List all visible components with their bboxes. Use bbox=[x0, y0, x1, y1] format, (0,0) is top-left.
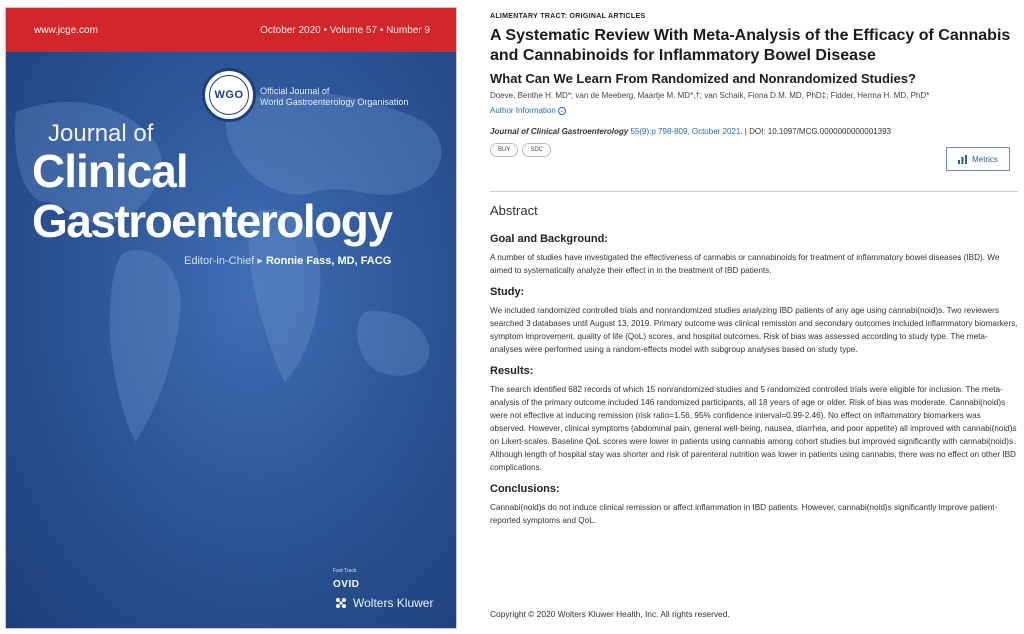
cover-issue-info: October 2020 • Volume 57 • Number 9 bbox=[260, 24, 430, 36]
publisher-name: Wolters Kluwer bbox=[353, 596, 434, 610]
access-pills bbox=[490, 143, 1018, 157]
wgo-seal-logo bbox=[202, 68, 256, 122]
cover-title-line-3: Gastroenterology bbox=[32, 195, 392, 247]
cover-title-line-1: Journal of bbox=[48, 120, 154, 147]
study-heading: Study: bbox=[490, 286, 525, 298]
author-info-label: Author Information bbox=[490, 106, 556, 115]
cover-title-line-2: Clinical bbox=[32, 145, 188, 197]
article-authors[interactable]: Doeve, Benthe H. MD*; van de Meeberg, Maartje M. MD*,†; van Schaik, Fiona D.M. MD, PhD‡; Fidder, Herma H. MD, PhD* bbox=[490, 91, 930, 100]
ovid-small-text: Fast Track bbox=[333, 568, 357, 574]
article-title: A Systematic Review With Meta-Analysis of the Efficacy of Cannabis and Cannabinoids for Inflammatory Bowel Disease bbox=[490, 27, 1011, 64]
ovid-logo bbox=[333, 568, 359, 592]
metrics-button[interactable] bbox=[946, 147, 1010, 171]
journal-name: Journal of Clinical Gastroenterology bbox=[490, 127, 629, 136]
abstract-body bbox=[490, 233, 1018, 527]
goal-heading: Goal and Background: bbox=[490, 233, 608, 245]
article-subtitle: What Can We Learn From Randomized and Nonrandomized Studies? bbox=[490, 71, 916, 86]
bar-chart-icon bbox=[958, 155, 967, 164]
citation-line bbox=[490, 127, 1018, 136]
goal-paragraph: A number of studies have investigated the effectiveness of cannabis or cannabinoids for treatment of inflammatory bowel diseases (IBD). We aimed to systematically analyze their effect in in the treatment of IBD patients. bbox=[490, 253, 1000, 275]
cover-url: www.jcge.com bbox=[34, 24, 98, 36]
sdc-button[interactable]: SDC bbox=[522, 143, 551, 157]
editor-prefix: Editor-in-Chief ▸ bbox=[184, 255, 263, 267]
article-panel bbox=[490, 13, 1018, 619]
wolters-kluwer-icon bbox=[334, 596, 348, 610]
conclusions-paragraph: Cannabi(noid)s do not induce clinical remission or affect inflammation in IBD patients. However, cannabi(noid)s significantly improve patient-reported symptoms and QoL. bbox=[490, 503, 998, 525]
buy-button[interactable]: BUY bbox=[490, 143, 518, 157]
conclusions-heading: Conclusions: bbox=[490, 483, 560, 495]
ovid-text: OVID bbox=[333, 579, 360, 590]
author-information-link[interactable] bbox=[490, 106, 566, 115]
doi-text: | DOI: 10.1097/MCG.0000000000001393 bbox=[744, 127, 891, 136]
cover-top-bar bbox=[6, 8, 456, 52]
editor-name: Ronnie Fass, MD, FACG bbox=[265, 255, 392, 267]
editor-in-chief bbox=[184, 254, 391, 267]
wolters-kluwer-logo bbox=[334, 596, 433, 610]
wgo-seal-text: WGO bbox=[209, 75, 249, 115]
section-divider bbox=[490, 191, 1018, 192]
official-line-2: World Gastroenterology Organisation bbox=[260, 97, 409, 107]
official-journal-text bbox=[260, 86, 408, 108]
official-line-1: Official Journal of bbox=[260, 86, 330, 96]
chevron-down-icon: ⌄ bbox=[559, 107, 565, 114]
results-heading: Results: bbox=[490, 365, 534, 377]
journal-cover-image[interactable] bbox=[5, 7, 457, 629]
volume-link[interactable]: 55(9):p 798-809, October 2021. bbox=[630, 127, 743, 136]
study-paragraph: We included randomized controlled trials and nonrandomized studies analyzing IBD patients of any age using cannabi(noid)s. Two reviewers searched 3 databases until August 13, 2019. Primary outcome was clinical remission and secondary outcomes included inflammatory biomarkers, symptom improvement, quality of life (QoL) scores, and hospital outcomes. Risk of bias was assessed according to study type. The meta-analyses were performed using a random-effects model with subgroup analyses based on study type. bbox=[490, 306, 1018, 354]
copyright-notice: Copyright © 2020 Wolters Kluwer Health, Inc. All rights reserved. bbox=[490, 609, 730, 619]
abstract-heading: Abstract bbox=[490, 203, 538, 218]
metrics-label: Metrics bbox=[972, 154, 998, 164]
results-paragraph: The search identified 682 records of which 15 nonrandomized studies and 5 randomized controlled trials were eligible for inclusion. The meta-analysis of the primary outcome included 146 randomized participants, all 18 years of age or older. Risk of bias was moderate. Cannabi(noid)s were not effective at inducing remission (risk ratio=1.56, 95% confidence interval=0.99-2.46). No effect on inflammatory biomarkers was observed. However, clinical symptoms (abdominal pain, general well-being, nausea, diarrhea, and poor appetite) all improved with cannabi(noid)s on Likert-scales. Baseline QoL scores were lower in patients using cannabis among cohort studies but improved significantly with cannabi(noid)s. Although length of hospital stay was shorter and risk of parenteral nutrition was lower in patients using cannabis, there was no effect on other IBD complications. bbox=[490, 385, 1017, 472]
article-section-label: ALIMENTARY TRACT: ORIGINAL ARTICLES bbox=[490, 13, 646, 20]
